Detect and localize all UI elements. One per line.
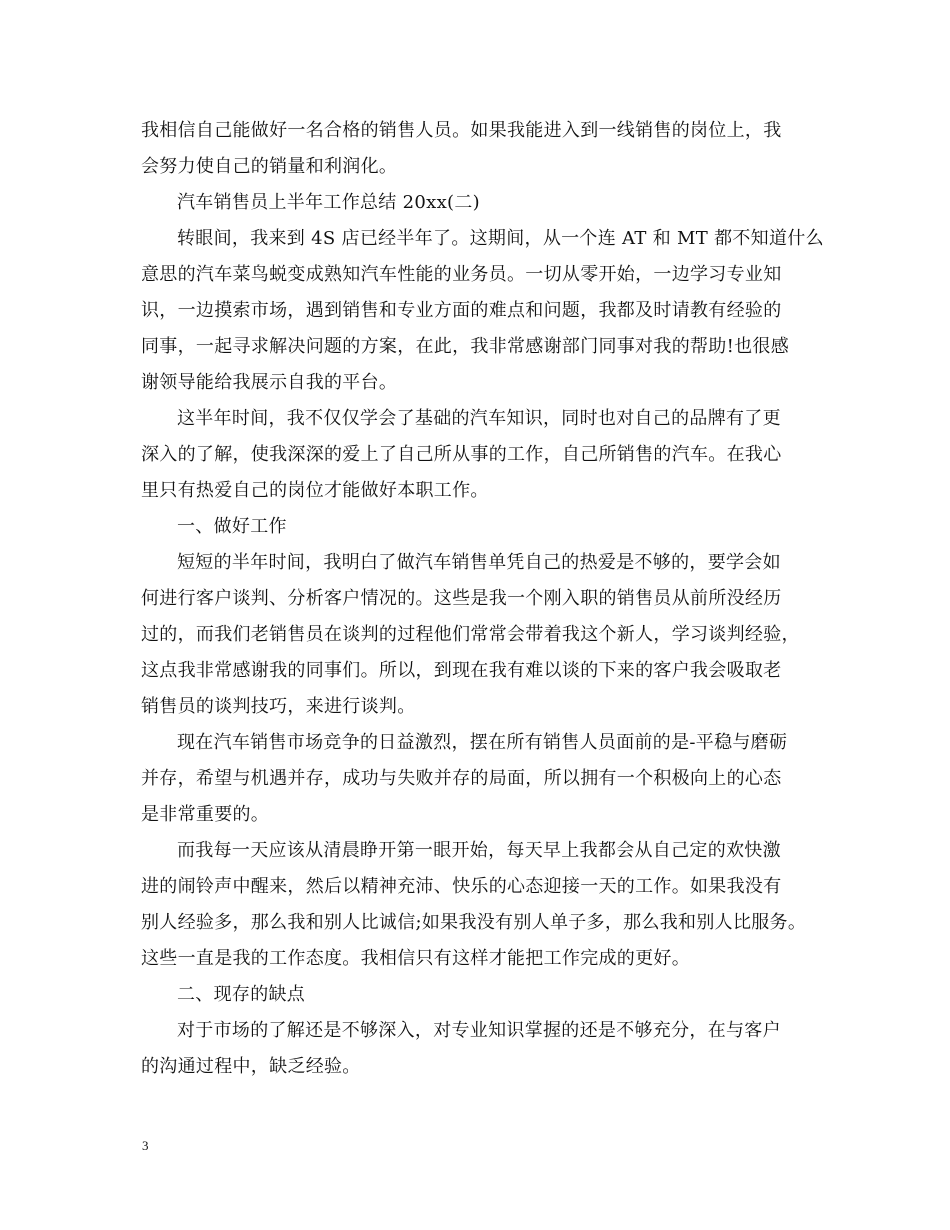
body-line-17: 销售员的谈判技巧，来进行谈判。 [141,696,416,717]
body-line-21: 而我每一天应该从清晨睁开第一眼开始，每天早上我都会从自己定的欢快激 [177,840,781,861]
body-line-11: 里只有热爱自己的岗位才能做好本职工作。 [141,480,489,501]
body-line-13: 短短的半年时间，我明白了做汽车销售单凭自己的热爱是不够的，要学会如 [177,552,781,573]
body-line-9: 这半年时间，我不仅仅学会了基础的汽车知识，同时也对自己的品牌有了更 [177,408,781,429]
section-heading: 汽车销售员上半年工作总结 20xx(二) [177,192,480,213]
body-line-4: 转眼间，我来到 4S 店已经半年了。这期间，从一个连 AT 和 MT 都不知道什么 [177,228,824,249]
body-line-7: 同事，一起寻求解决问题的方案，在此，我非常感谢部门同事对我的帮助!也很感 [141,336,790,357]
body-line-19: 并存，希望与机遇并存，成功与失败并存的局面，所以拥有一个积极向上的心态 [141,768,782,789]
body-line-10: 深入的了解，使我深深的爱上了自己所从事的工作，自己所销售的汽车。在我心 [141,444,782,465]
body-line-8: 谢领导能给我展示自我的平台。 [141,372,398,393]
body-line-15: 过的，而我们老销售员在谈判的过程他们常常会带着我这个新人，学习谈判经验， [141,624,800,645]
body-line-26: 对于市场的了解还是不够深入，对专业知识掌握的还是不够充分，在与客户 [177,1020,781,1041]
body-line-5: 意思的汽车菜鸟蜕变成熟知汽车性能的业务员。一切从零开始，一边学习专业知 [141,264,782,285]
body-line-27: 的沟通过程中，缺乏经验。 [141,1056,361,1077]
body-line-16: 这点我非常感谢我的同事们。所以，到现在我有难以谈的下来的客户我会吸取老 [141,660,782,681]
body-line-24: 这些一直是我的工作态度。我相信只有这样才能把工作完成的更好。 [141,948,690,969]
body-line-6: 识，一边摸索市场，遇到销售和专业方面的难点和问题，我都及时请教有经验的 [141,300,782,321]
body-line-2: 会努力使自己的销量和利润化。 [141,156,398,177]
page-number: 3 [142,1138,149,1153]
subheading-1: 一、做好工作 [177,516,287,537]
body-line-14: 何进行客户谈判、分析客户情况的。这些是我一个刚入职的销售员从前所没经历 [141,588,782,609]
body-line-1: 我相信自己能做好一名合格的销售人员。如果我能进入到一线销售的岗位上，我 [141,120,782,141]
body-line-18: 现在汽车销售市场竞争的日益激烈，摆在所有销售人员面前的是-平稳与磨砺 [177,732,788,753]
body-line-20: 是非常重要的。 [141,804,270,825]
body-line-23: 别人经验多，那么我和别人比诚信;如果我没有别人单子多，那么我和别人比服务。 [141,912,807,933]
body-line-22: 进的闹铃声中醒来，然后以精神充沛、快乐的心态迎接一天的工作。如果我没有 [141,876,782,897]
subheading-2: 二、现存的缺点 [177,984,306,1005]
